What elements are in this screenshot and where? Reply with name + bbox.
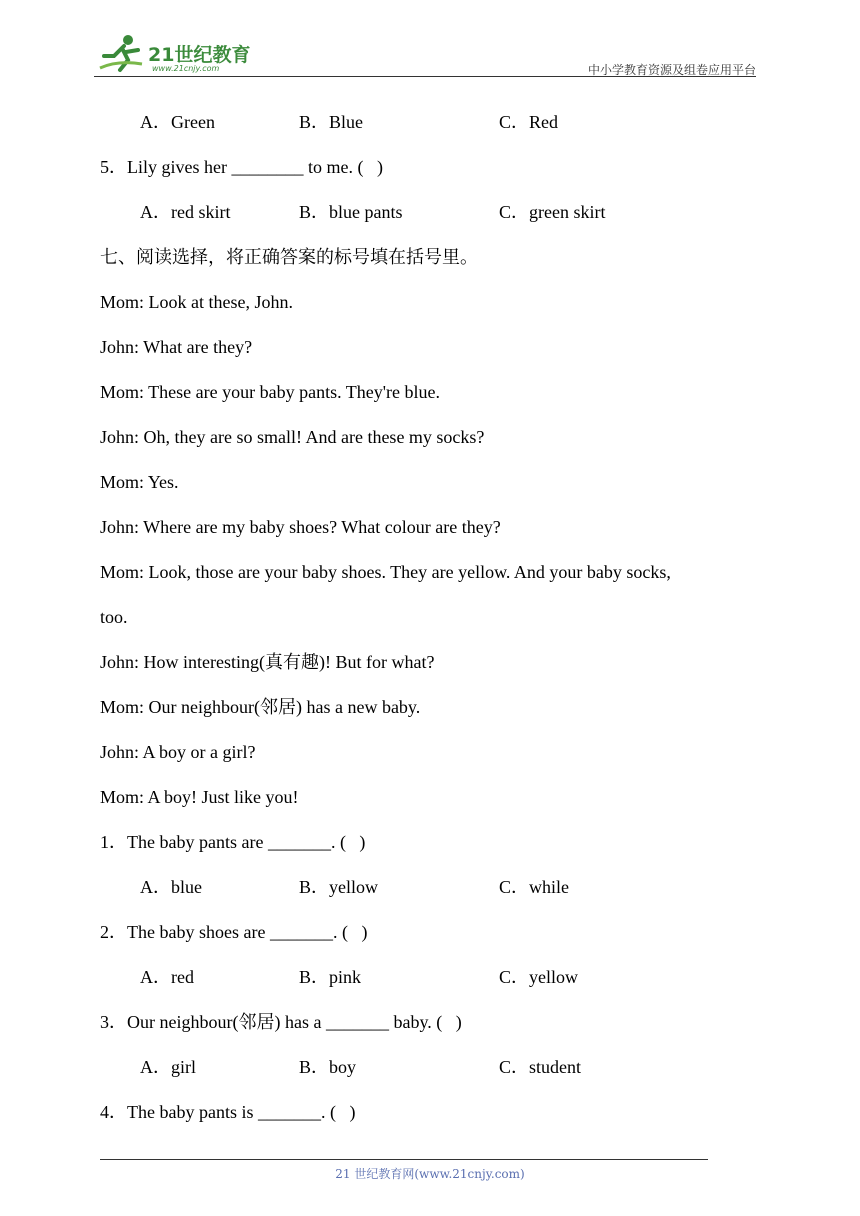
q4-option-a: A．Green <box>140 112 215 132</box>
q3-option-b: B．boy <box>299 1057 357 1077</box>
dialogue-line: John: Oh, they are so small! And are these my socks? <box>100 427 485 447</box>
q1-option-b: B．yellow <box>299 877 378 897</box>
q2-option-a: A．red <box>140 967 194 987</box>
q1-option-a: A．blue <box>140 877 202 897</box>
section-heading: 七、阅读选择，将正确答案的标号填在括号里。 <box>100 247 478 267</box>
dialogue-line: too. <box>100 607 128 627</box>
q2-option-c: C．yellow <box>499 967 578 987</box>
dialogue-line: John: How interesting(真有趣)! But for what? <box>100 652 435 672</box>
logo-domain-text: www.21cnjy.com <box>152 64 220 73</box>
question-1: 1．The baby pants are _______. ( ) <box>100 832 366 852</box>
dialogue-line: Mom: Yes. <box>100 472 179 492</box>
dialogue-line: Mom: A boy! Just like you! <box>100 787 299 807</box>
q5-option-c: C．green skirt <box>499 202 606 222</box>
dialogue-line: John: What are they? <box>100 337 253 357</box>
site-logo <box>94 30 264 78</box>
logo-brand-text: 21世纪教育 <box>148 44 251 66</box>
footer-divider <box>100 1159 708 1160</box>
dialogue-line: John: A boy or a girl? <box>100 742 256 762</box>
footer-text: 21 世纪教育网(www.21cnjy.com) <box>335 1167 525 1181</box>
dialogue-line: John: Where are my baby shoes? What colour are they? <box>100 517 501 537</box>
q5-option-b: B．blue pants <box>299 202 403 222</box>
question-4: 4．The baby pants is _______. ( ) <box>100 1102 356 1122</box>
q2-option-b: B．pink <box>299 967 362 987</box>
page-header <box>94 30 756 80</box>
question-2: 2．The baby shoes are _______. ( ) <box>100 922 368 942</box>
q4-option-c: C．Red <box>499 112 559 132</box>
q4-option-b: B．Blue <box>299 112 364 132</box>
dialogue-line: Mom: These are your baby pants. They're blue. <box>100 382 440 402</box>
dialogue-line: Mom: Our neighbour(邻居) has a new baby. <box>100 697 421 717</box>
header-tagline: 中小学教育资源及组卷应用平台 <box>587 63 756 77</box>
q5-text: 5．Lily gives her ________ to me. ( ) <box>100 157 383 177</box>
dialogue-line: Mom: Look, those are your baby shoes. They are yellow. And your baby socks, <box>100 562 671 582</box>
q3-option-a: A．girl <box>140 1057 196 1077</box>
question-3: 3．Our neighbour(邻居) has a _______ baby. ( ) <box>100 1012 462 1032</box>
header-divider <box>94 76 756 77</box>
runner-logo-icon <box>98 34 146 74</box>
q5-option-a: A．red skirt <box>140 202 231 222</box>
q1-option-c: C．while <box>499 877 569 897</box>
q3-option-c: C．student <box>499 1057 582 1077</box>
dialogue-line: Mom: Look at these, John. <box>100 292 293 312</box>
